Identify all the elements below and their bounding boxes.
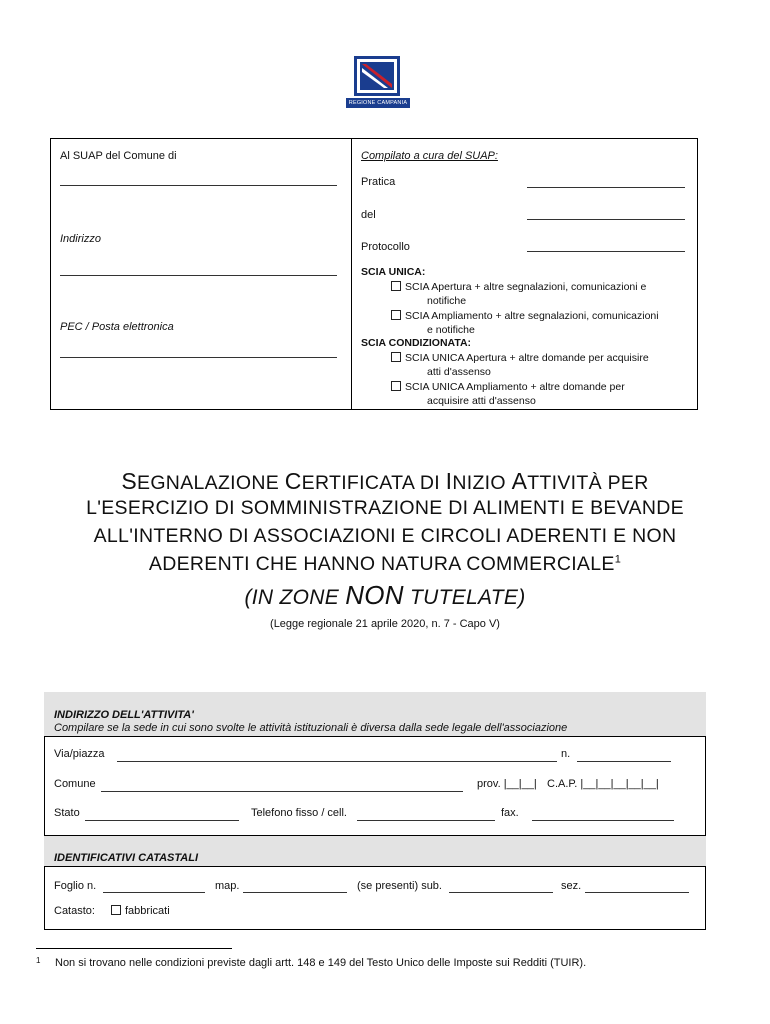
catastali-form xyxy=(44,866,706,930)
indirizzo-field[interactable] xyxy=(60,275,337,276)
telefono-label: Telefono fisso / cell. xyxy=(251,807,347,819)
document-title-line3: ALL'INTERNO DI ASSOCIAZIONI E CIRCOLI ADERENTI E NON xyxy=(93,525,677,547)
pratica-field[interactable] xyxy=(527,187,685,188)
checkbox-icon[interactable] xyxy=(111,905,121,915)
pec-label: PEC / Posta elettronica xyxy=(60,321,174,333)
option-unica-ampliamento[interactable] xyxy=(391,380,649,394)
t: ADERENTI CHE HANNO NATURA COMMERCIALE xyxy=(148,553,615,575)
box-divider xyxy=(351,139,352,409)
option-text-cont: notifiche xyxy=(427,295,467,308)
comune-label: Al SUAP del Comune di xyxy=(60,150,177,162)
scia-condizionata-title: SCIA CONDIZIONATA: xyxy=(361,337,472,349)
option-text-cont: atti d'assenso xyxy=(427,366,491,379)
option-text: SCIA UNICA Ampliamento + altre domande per xyxy=(405,380,625,393)
protocollo-field[interactable] xyxy=(527,251,685,252)
fabbricati-option[interactable] xyxy=(111,905,170,917)
catastali-header xyxy=(44,836,706,866)
via-label: Via/piazza xyxy=(54,748,105,760)
indirizzo-subtitle: Compilare se la sede in cui sono svolte le attività istituzionali è diversa dalla sede legale dell'associazione xyxy=(54,722,568,734)
protocollo-label: Protocollo xyxy=(361,241,410,253)
indirizzo-form xyxy=(44,736,706,836)
foglio-label: Foglio n. xyxy=(54,880,97,892)
catasto-label: Catasto: xyxy=(54,905,95,917)
t: C xyxy=(284,468,302,494)
logo-label: REGIONE CAMPANIA xyxy=(346,98,410,108)
t: EGNALAZIONE xyxy=(137,472,285,494)
footnote-ref: 1 xyxy=(614,553,622,566)
map-field[interactable] xyxy=(243,892,347,893)
comune-label: Comune xyxy=(54,778,96,790)
t: TTIVITÀ PER xyxy=(527,472,649,494)
stato-label: Stato xyxy=(54,807,80,819)
footnote-number: 1 xyxy=(36,956,41,965)
option-ampliamento[interactable] xyxy=(391,309,659,323)
comune-input[interactable] xyxy=(101,791,463,792)
t: NIZIO xyxy=(452,472,512,494)
pratica-label: Pratica xyxy=(361,176,396,188)
fax-field[interactable] xyxy=(532,820,674,821)
n-label: n. xyxy=(561,748,571,760)
option-apertura[interactable] xyxy=(391,280,659,294)
sez-label: sez. xyxy=(561,880,582,892)
prov-field[interactable]: prov. |__|__| xyxy=(477,778,537,790)
t: NON xyxy=(345,580,404,610)
document-title-line4 xyxy=(0,553,770,576)
legge-reference: (Legge regionale 21 aprile 2020, n. 7 - Capo V) xyxy=(270,618,500,630)
footnote-separator xyxy=(36,948,232,949)
cap-field[interactable]: C.A.P. |__|__|__|__|__| xyxy=(547,778,659,790)
document-title-line1 xyxy=(0,468,770,495)
numero-field[interactable] xyxy=(577,761,671,762)
document-title-line2: L'ESERCIZIO DI SOMMINISTRAZIONE DI ALIMENTI E BEVANDE xyxy=(86,497,684,519)
indirizzo-header xyxy=(44,692,706,736)
t: A xyxy=(511,468,528,494)
suap-box xyxy=(50,138,698,410)
sez-field[interactable] xyxy=(585,892,689,893)
t: S xyxy=(121,468,138,494)
t: TUTELATE) xyxy=(403,586,526,609)
fax-label: fax. xyxy=(501,807,519,819)
option-text: SCIA Apertura + altre segnalazioni, comunicazioni e xyxy=(405,281,647,293)
indirizzo-title: INDIRIZZO DELL'ATTIVITA' xyxy=(54,709,194,721)
comune-field[interactable] xyxy=(60,185,337,186)
checkbox-icon[interactable] xyxy=(391,310,401,320)
del-field[interactable] xyxy=(527,219,685,220)
checkbox-icon[interactable] xyxy=(391,281,401,291)
option-text: SCIA Ampliamento + altre segnalazioni, comunicazioni xyxy=(405,309,659,322)
scia-unica-title: SCIA UNICA: xyxy=(361,266,426,278)
checkbox-icon[interactable] xyxy=(391,381,401,391)
checkbox-icon[interactable] xyxy=(391,352,401,362)
t: ERTIFICATA DI xyxy=(301,472,446,494)
option-text: SCIA UNICA Apertura + altre domande per acquisire xyxy=(405,352,649,364)
document-subtitle xyxy=(0,580,770,611)
stato-field[interactable] xyxy=(85,820,239,821)
regione-campania-logo xyxy=(346,56,410,110)
scia-unica-options xyxy=(391,280,659,337)
t: I xyxy=(445,468,453,494)
sub-field[interactable] xyxy=(449,892,553,893)
suap-header: Compilato a cura del SUAP: xyxy=(361,150,498,162)
option-text-cont: acquisire atti d'assenso xyxy=(427,394,536,407)
map-label: map. xyxy=(215,880,240,892)
telefono-field[interactable] xyxy=(357,820,495,821)
sub-label: (se presenti) sub. xyxy=(357,880,442,892)
scia-condizionata-options xyxy=(391,351,649,408)
option-unica-apertura[interactable] xyxy=(391,351,649,365)
footnote-text: Non si trovano nelle condizioni previste dagli artt. 148 e 149 del Testo Unico delle Imposte sui Redditi (TUIR). xyxy=(55,957,587,969)
foglio-field[interactable] xyxy=(103,892,205,893)
option-text-cont: e notifiche xyxy=(427,323,475,336)
t: (IN ZONE xyxy=(244,586,346,609)
indirizzo-label: Indirizzo xyxy=(60,233,101,245)
pec-field[interactable] xyxy=(60,357,337,358)
del-label: del xyxy=(361,209,376,221)
catastali-title: IDENTIFICATIVI CATASTALI xyxy=(54,852,199,864)
via-field[interactable] xyxy=(117,761,557,762)
coat-of-arms-icon xyxy=(354,56,400,96)
fabbricati-label: fabbricati xyxy=(125,905,170,917)
